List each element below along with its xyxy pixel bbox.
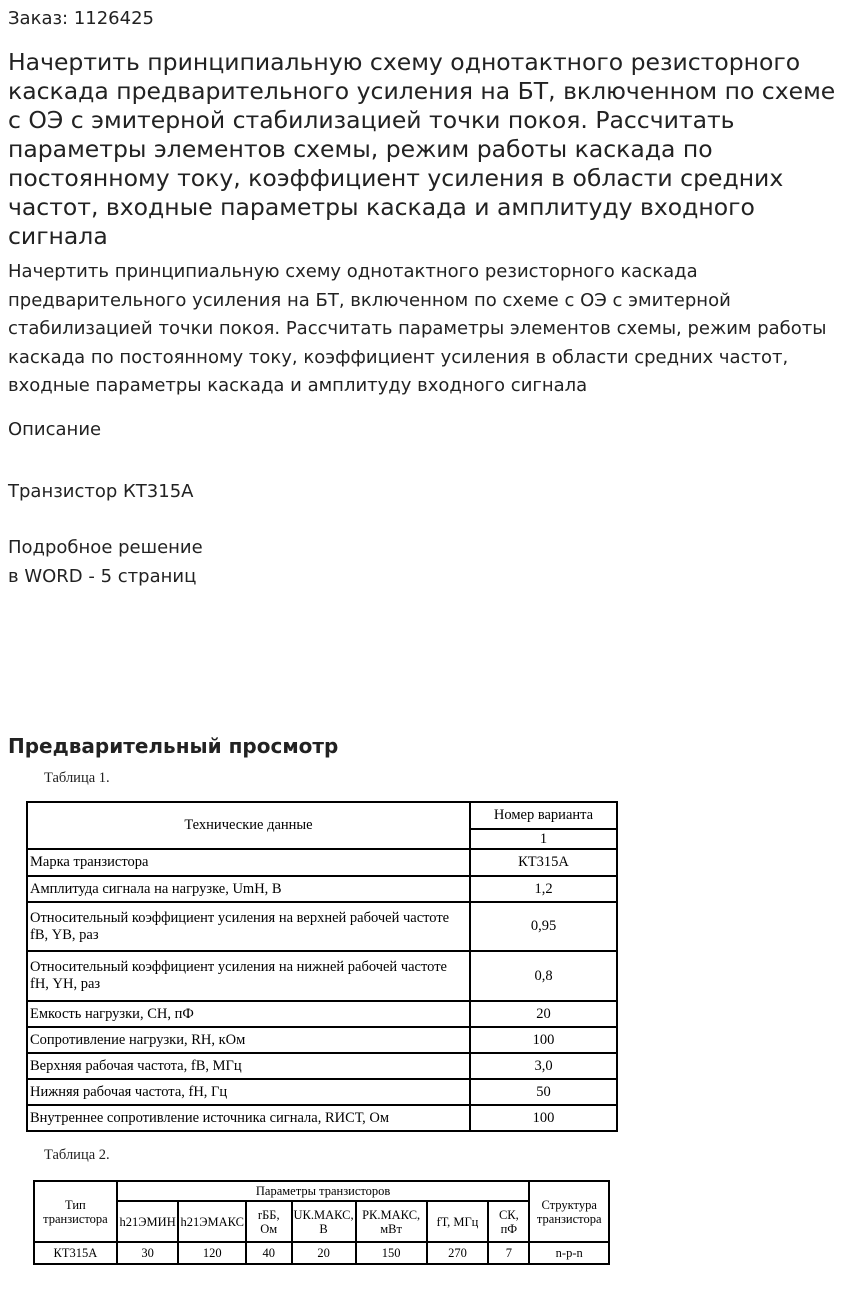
row-value: 20 (470, 1001, 617, 1027)
row-label: Емкость нагрузки, CН, пФ (27, 1001, 470, 1027)
solution-line-1: Подробное решение (8, 537, 203, 558)
preview-heading: Предварительный просмотр (8, 734, 339, 758)
table1-header-left: Технические данные (27, 802, 470, 849)
value-cell: 7 (488, 1242, 529, 1264)
structure-cell: n-p-n (529, 1242, 609, 1264)
col-header: fТ, МГц (427, 1201, 489, 1242)
table-row (27, 1027, 617, 1053)
value-cell: 150 (356, 1242, 427, 1264)
table-row (27, 951, 617, 1001)
row-value: 1,2 (470, 876, 617, 902)
row-value: 3,0 (470, 1053, 617, 1079)
table1-caption: Таблица 1. (44, 770, 110, 786)
col-header: h21ЭМИН (117, 1201, 179, 1242)
row-value: 50 (470, 1079, 617, 1105)
table-row (34, 1242, 609, 1264)
type-header: Тип транзистора (34, 1181, 117, 1242)
col-header: PК.МАКС, мВт (356, 1201, 427, 1242)
value-cell: 270 (427, 1242, 489, 1264)
row-label: Верхняя рабочая частота, fВ, МГц (27, 1053, 470, 1079)
row-value: 0,95 (470, 902, 617, 951)
transistor-line: Транзистор КТ315А (8, 481, 194, 502)
table-row (27, 876, 617, 902)
table-row (27, 849, 617, 876)
row-label: Амплитуда сигнала на нагрузке, UmH, В (27, 876, 470, 902)
value-cell: 40 (246, 1242, 292, 1264)
row-label: Сопротивление нагрузки, RН, кОм (27, 1027, 470, 1053)
value-cell: 30 (117, 1242, 179, 1264)
table1-variant: 1 (470, 829, 617, 849)
order-number: Заказ: 1126425 (8, 8, 154, 29)
value-cell: 20 (292, 1242, 356, 1264)
table2-caption: Таблица 2. (44, 1147, 110, 1163)
row-value: 0,8 (470, 951, 617, 1001)
table-row (27, 1079, 617, 1105)
table-row (27, 1001, 617, 1027)
table-row (27, 902, 617, 951)
col-header: CК, пФ (488, 1201, 529, 1242)
row-value: 100 (470, 1027, 617, 1053)
solution-line-2: в WORD - 5 страниц (8, 566, 197, 587)
description-label: Описание (8, 419, 102, 440)
transistor-params-table (33, 1180, 610, 1265)
value-cell: 120 (178, 1242, 246, 1264)
technical-data-table (26, 801, 618, 1132)
structure-header: Структура транзистора (529, 1181, 609, 1242)
table-row (27, 1053, 617, 1079)
row-label: Относительный коэффициент усиления на нижней рабочей частоте fН, YН, раз (27, 951, 470, 1001)
col-header: UК.МАКС, В (292, 1201, 356, 1242)
row-label: Марка транзистора (27, 849, 470, 876)
lead-paragraph: Начертить принципиальную схему однотактного резисторного каскада предварительного усиления на БТ, включенном по схеме с ОЭ с эмитерной стабилизацией точки покоя. Рассчитать параметры элементов схемы, режим работы каскада по постоянному току, коэффициент усиления в области средних частот, входные параметры каскада и амплитуду входного сигнала (8, 261, 827, 396)
params-header: Параметры транзисторов (117, 1181, 530, 1201)
row-label: Относительный коэффициент усиления на верхней рабочей частоте fВ, YВ, раз (27, 902, 470, 951)
table-row (27, 1105, 617, 1131)
table1-header-right: Номер варианта (470, 802, 617, 829)
type-cell: КТ315А (34, 1242, 117, 1264)
col-header: rББ, Ом (246, 1201, 292, 1242)
row-label: Нижняя рабочая частота, fН, Гц (27, 1079, 470, 1105)
row-label: Внутреннее сопротивление источника сигнала, RИСТ, Ом (27, 1105, 470, 1131)
page-title: Начертить принципиальную схему однотактного резисторного каскада предварительного усиления на БТ, включенном по схеме с ОЭ с эмитерной стабилизацией точки покоя. Рассчитать параметры элементов схемы, режим работы каскада по постоянному току, коэффициент усиления в области средних частот, входные параметры каскада и амплитуду входного сигнала (8, 48, 836, 250)
row-value: КТ315А (470, 849, 617, 876)
row-value: 100 (470, 1105, 617, 1131)
col-header: h21ЭМАКС (178, 1201, 246, 1242)
